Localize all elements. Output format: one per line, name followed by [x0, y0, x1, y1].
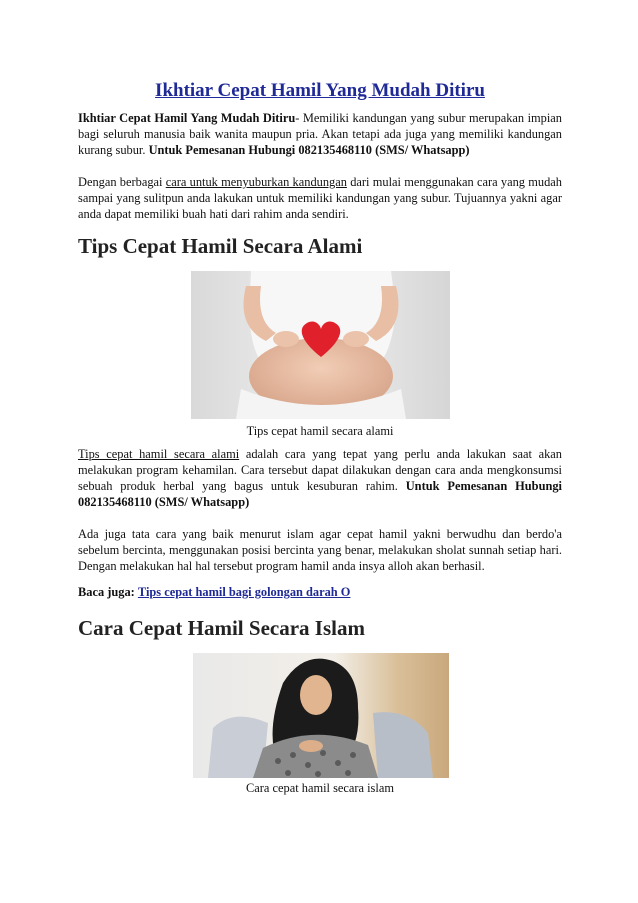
- link-menyuburkan-kandungan[interactable]: cara untuk menyuburkan kandungan: [165, 175, 347, 189]
- paragraph-2: [78, 174, 562, 222]
- page-title[interactable]: Ikhtiar Cepat Hamil Yang Mudah Ditiru: [155, 80, 485, 101]
- link-tips-cepat-hamil-alami[interactable]: Tips cepat hamil secara alami: [78, 447, 240, 461]
- intro-text: - Memiliki kandungan yang subur merupakan impian bagi seluruh manusia baik wanita maupun pria. Akan tetapi ada juga yang memiliki kandungan kurang subur.: [78, 111, 563, 157]
- pregnant-belly-image: [191, 271, 450, 419]
- paragraph-4: Ada juga tata cara yang baik menurut islam agar cepat hamil yakni berwudhu dan berdo'a sebelum bercinta, menggunakan posisi bercinta yang benar, melakukan sholat sunnah setiap hari. Dengan melakukan hal hal tersebut program hamil anda insya alloh akan berhasil.: [78, 527, 562, 573]
- paragraph-3: [78, 446, 562, 510]
- paragraph-3-text: adalah cara yang tepat yang perlu anda lakukan saat akan melakukan program kehamilan. Cara tersebut dapat dilakukan dengan cara anda mengkonsumsi sebuah produk herbal yang bagus untuk kesuburan rahim.: [78, 447, 562, 493]
- intro-lead: Ikhtiar Cepat Hamil Yang Mudah Ditiru: [78, 111, 296, 125]
- order-contact-2: Untuk Pemesanan Hubungi 082135468110 (SMS/ Whatsapp): [78, 479, 562, 509]
- caption-cara-islam: Cara cepat hamil secara islam: [246, 781, 394, 795]
- paragraph-baca-juga: [78, 584, 562, 600]
- caption-tips-alami: Tips cepat hamil secara alami: [246, 424, 394, 438]
- baca-juga-label: Baca juga:: [78, 585, 135, 599]
- heading-cara-islam: Cara Cepat Hamil Secara Islam: [78, 616, 365, 640]
- link-golongan-darah-o[interactable]: Tips cepat hamil bagi golongan darah O: [137, 585, 351, 599]
- heading-tips-alami: Tips Cepat Hamil Secara Alami: [78, 234, 363, 258]
- paragraph-2-after: dari mulai menggunakan cara yang mudah sampai yang sulitpun anda lakukan untuk memiliki kandungan yang subur. Tujuannya yakni agar anda dapat memiliki buah hati dari rahim anda sendiri.: [78, 175, 562, 221]
- paragraph-2-before: Dengan berbagai: [78, 175, 166, 189]
- intro-paragraph: [78, 110, 562, 158]
- order-contact: Untuk Pemesanan Hubungi 082135468110 (SMS/ Whatsapp): [148, 143, 470, 157]
- woman-hijab-image: [193, 653, 449, 778]
